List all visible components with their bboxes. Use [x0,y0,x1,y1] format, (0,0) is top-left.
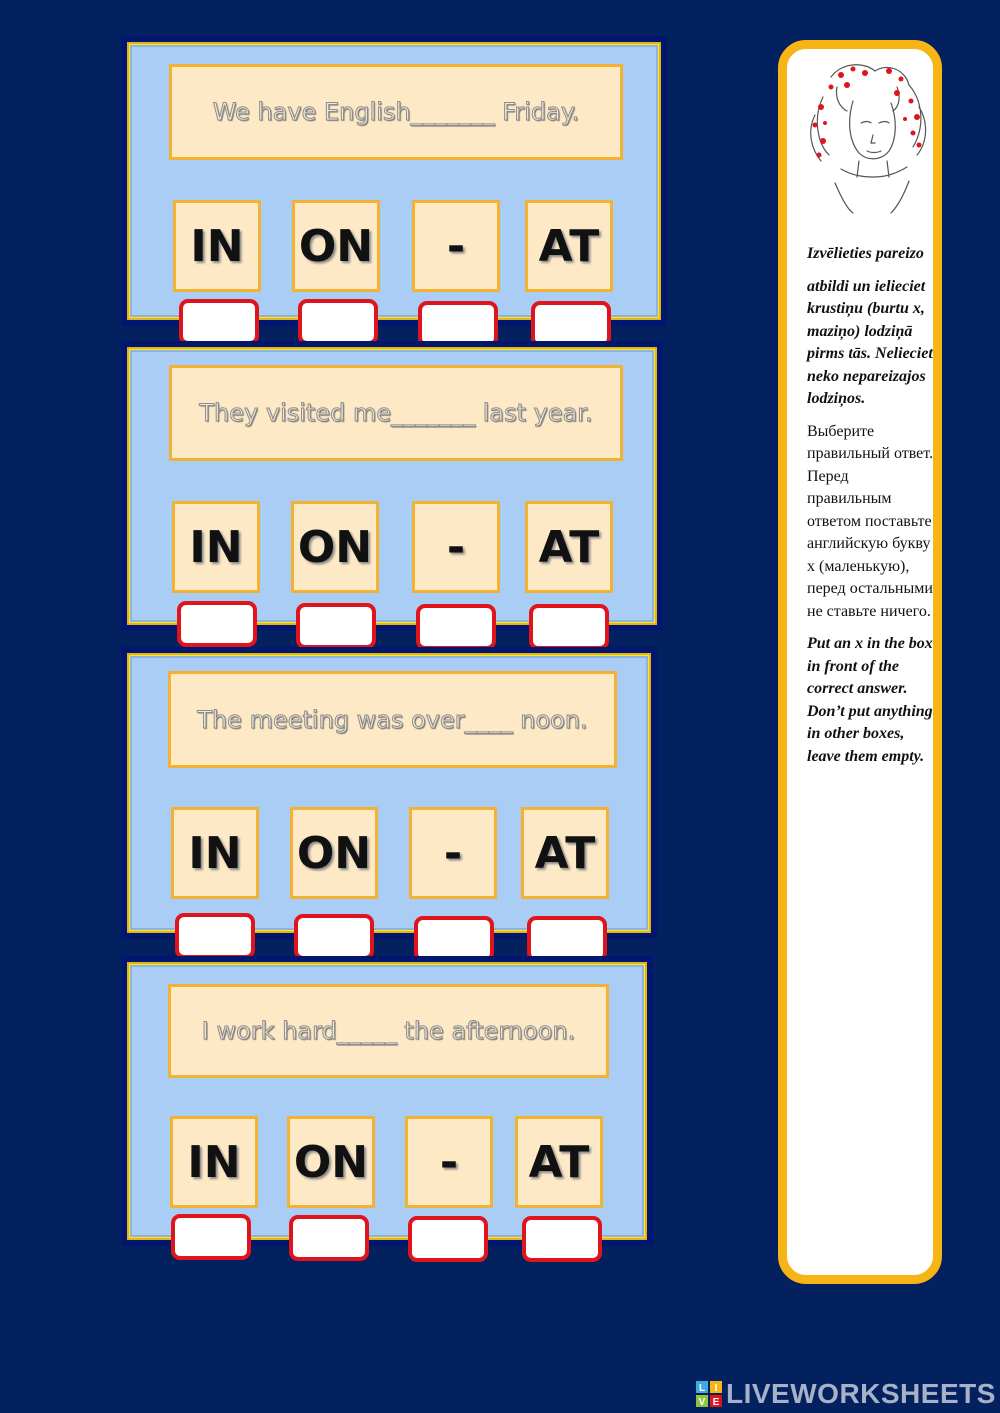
logo-letter-e: E [712,1397,720,1407]
answer-box-q3-in[interactable] [175,913,255,959]
option-on: ON [292,200,380,292]
option-none: - [412,501,500,593]
answer-box-q4-in[interactable] [171,1214,251,1260]
option-on: ON [291,501,379,593]
option-none: - [405,1116,493,1208]
option-in: IN [173,200,261,292]
answer-box-q4-at[interactable] [522,1216,602,1262]
question-text: I work hard_____ the afternoon. [168,984,609,1078]
answer-box-q2-in[interactable] [177,601,257,647]
question-card-2 [121,341,663,631]
option-on: ON [287,1116,375,1208]
option-at: AT [515,1116,603,1208]
option-on: ON [290,807,378,899]
option-none: - [409,807,497,899]
question-text: We have English_______ Friday. [169,64,623,160]
question-card-3 [121,647,657,939]
option-at: AT [525,200,613,292]
logo-letter-l: L [698,1383,706,1394]
option-in: IN [170,1116,258,1208]
liveworksheets-logo [696,1378,996,1410]
answer-box-q2-on[interactable] [296,603,376,649]
answer-box-q4-on[interactable] [289,1215,369,1261]
answer-box-q4-none[interactable] [408,1216,488,1262]
logo-letter-i: I [714,1383,718,1394]
instructions-russian: Выберите правильный ответ. Перед правильным ответом поставьте английскую букву x (маленькую), перед остальными не ставьте ничего. [807,422,934,620]
instructions-latvian-2: atbildi un ielieciet krustiņu (burtu x, maziņo) lodziņā pirms tās. Nelieciet neko nepareizajos lodziņos. [807,277,933,407]
answer-box-q3-on[interactable] [294,914,374,960]
logo-text: LIVEWORKSHEETS [726,1378,996,1409]
question-text: The meeting was over____ noon. [168,671,617,768]
option-at: AT [525,501,613,593]
instructions-english: Put an x in the box in front of the correct answer. Don’t put anything in other boxes, leave them empty. [807,635,933,765]
answer-box-q1-on[interactable] [298,299,378,345]
answer-box-q2-at[interactable] [529,604,609,650]
option-at: AT [521,807,609,899]
option-in: IN [171,807,259,899]
girl-illustration-icon [801,57,931,215]
option-none: - [412,200,500,292]
question-card-4 [121,956,653,1246]
question-card-1 [121,36,667,326]
answer-box-q1-in[interactable] [179,299,259,345]
question-text: They visited me_______ last year. [169,365,623,461]
logo-letter-v: V [698,1397,706,1407]
instructions-panel [778,40,942,1284]
instructions-text [807,243,937,778]
answer-box-q2-none[interactable] [416,604,496,650]
option-in: IN [172,501,260,593]
instructions-latvian-1: Izvēlieties pareizo [807,245,924,262]
liveworksheets-logo-icon [696,1381,722,1407]
